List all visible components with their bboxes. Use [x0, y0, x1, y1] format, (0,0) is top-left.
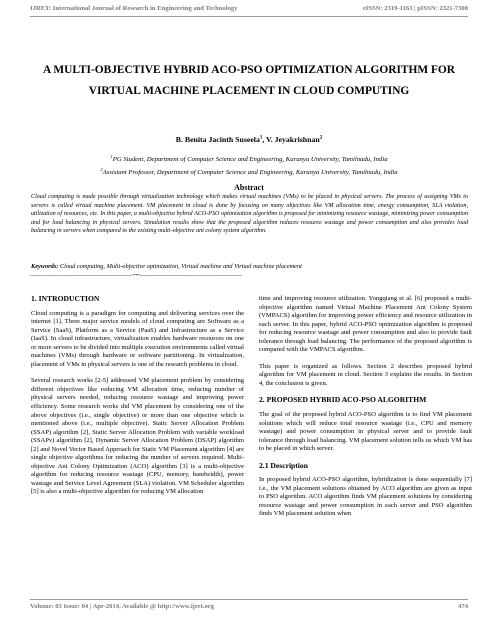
- affiliation-2-text: Assistant Professor, Department of Computer Science and Engineering, Karunya University, Tamilnadu, India: [102, 168, 398, 176]
- intro-paragraph-2: Several research works [2-5] addressed VM placement problem by considering different objectives like reducing VM allocation time, reducing number of physical servers needed, reducing resource wastage and improving power efficiency. Some research works did VM placement by considering one of the above objectives (i.e., single objective) or more than one objective which is mentioned above (i.e., multiple objective). Static Server Allocation Problem (SSAP) algorithm [2], Static Server Allocation Problem with variable workload (SSAPv) algorithm [2], Dynamic Server Allocation Problem (DSAP) algorithm [2] and Novel Vector Based Approach for Static VM Placement algorithm [4] are single objective algorithms for reducing the number of servers required. Multi-objective Ant Colony Optimization (ACO) algorithm [3] is a multi-objective algorithm for reducing resource wastage (CPU, memory, bandwidth), power wastage and Service Level Agreement (SLA) violation. VM Scheduler algorithm [5] is also a multi-objective algorithm for reducing VM allocation: [31, 377, 244, 496]
- left-column: [31, 295, 244, 505]
- affiliation-1-mark: 1: [110, 154, 113, 159]
- affiliation-1: [30, 152, 468, 165]
- section-separator: ----------------------------------------------------------------------***----------------------------------------------------------------------: [30, 274, 243, 279]
- page-number: 474: [458, 603, 468, 610]
- issn: eISSN: 2319-1163 | pISSN: 2321-7308: [362, 5, 468, 12]
- intro-paragraph-1: Cloud computing is a paradigm for computing and delivering services over the internet [1]. Three major service models of cloud computing are Software as a Service (SaaS), Platform as a Service (PaaS) and Infrastructure as a Service (IaaS). In cloud infrastructure, virtualization enables hardware resources on one or more servers to be divided into multiple execution environments called virtual machines (VMs) through hardware or software partitioning. In virtualization, placement of VMs in physical servers is one of the research problems in cloud.: [31, 309, 244, 368]
- section-2-1-paragraph: In proposed hybrid ACO-PSO algorithm, hybridization is done sequentially [7] i.e., the VM placement solutions obtained by ACO algorithm are given as input to PSO algorithm. ACO algorithm finds VM placement solutions by considering resource wastage and power consumption in each server and PSO algorithm finds VM placement solution when: [259, 476, 472, 518]
- affiliation-2: [30, 165, 468, 178]
- section-2-1-heading: 2.1 Description: [259, 460, 308, 470]
- keywords-text: Cloud computing, Multi-objective optimization, Virtual machine and Virtual machine placement: [58, 263, 302, 270]
- journal-name: IJRET: International Journal of Research in Engineering and Technology: [30, 5, 238, 12]
- author-separator: ,: [262, 135, 267, 144]
- footer-volume: Volume: 03 Issue: 04 | Apr-2014, Available @ http://www.ijret.org: [30, 603, 214, 610]
- keywords-label: Keywords:: [31, 263, 59, 270]
- paper-title: A MULTI-OBJECTIVE HYBRID ACO-PSO OPTIMIZATION ALGORITHM FOR VIRTUAL MACHINE PLACEMENT IN CLOUD COMPUTING: [42, 64, 455, 97]
- section-1-heading: 1. INTRODUCTION: [31, 294, 100, 303]
- abstract-text: Cloud computing is made possible through virtualization technology which makes virtual machines (VMs) to be placed in physical servers. The process of assigning VMs to servers is called virtual machine placement. VM placement in cloud is done by focusing on many objectives like VM allocation time, energy consumption, SLA violation, utilization of resources, etc. In this paper, a multi-objective hybrid ACO-PSO optimization algorithm is proposed for minimizing resource wastage, minimizing power consumption and for load balancing in physical servers. Simulation results show that the proposed algorithm reduces resource wastage and power consumption and also provides load balancing in servers when compared to the existing multi-objective ant colony system algorithm.: [31, 194, 468, 235]
- intro-paragraph-3: time and improving resource utilization. Yongqiang et al. [6] proposed a multi-objective algorithm named Virtual Machine Placement Ant Colony System (VMPACS) algorithm for improving power efficiency and resource utilization in each server. In this paper, hybrid ACO-PSO optimization algorithm is proposed for reducing resource wastage and power consumption and also to provide fault tolerance through load balancing. The performance of the proposed algorithm is compared with the VMPACS algorithm.: [259, 295, 472, 354]
- section-2-heading: 2. PROPOSED HYBRID ACO-PSO ALGORITHM: [259, 395, 427, 405]
- affiliations: [30, 152, 468, 177]
- author-2-mark: 2: [319, 135, 323, 141]
- author-1: B. Benita Jacinth Suseela: [175, 135, 260, 144]
- abstract-heading: Abstract: [234, 183, 264, 192]
- affiliation-1-text: PG Student, Department of Computer Science and Engineering, Karunya University, Tamilnadu, India: [112, 156, 388, 164]
- footer-rule: [30, 599, 468, 600]
- author-list: [30, 135, 468, 144]
- running-header: [30, 5, 468, 12]
- author-1-mark: 1: [259, 135, 263, 141]
- intro-paragraph-4: This paper is organized as follows. Section 2 describes proposed hybrid algorithm for VM placement in cloud. Section 3 explains the results. In Section 4, the conclusion is given.: [259, 362, 472, 387]
- section-2-paragraph: The goal of the proposed hybrid ACO-PSO algorithm is to find VM placement solutions which will reduce total resource wastage (i.e., CPU and memory wastage) and power consumption in physical server and to provide fault tolerance through load balancing. VM placement solution tells us which VM has to be placed in which server.: [259, 411, 472, 453]
- affiliation-2-mark: 2: [100, 166, 103, 172]
- right-column: [259, 295, 472, 527]
- header-rule: [30, 16, 468, 17]
- keywords: [31, 262, 468, 271]
- running-footer: [30, 603, 468, 610]
- author-2: V. Jeyakrishnan: [266, 135, 320, 144]
